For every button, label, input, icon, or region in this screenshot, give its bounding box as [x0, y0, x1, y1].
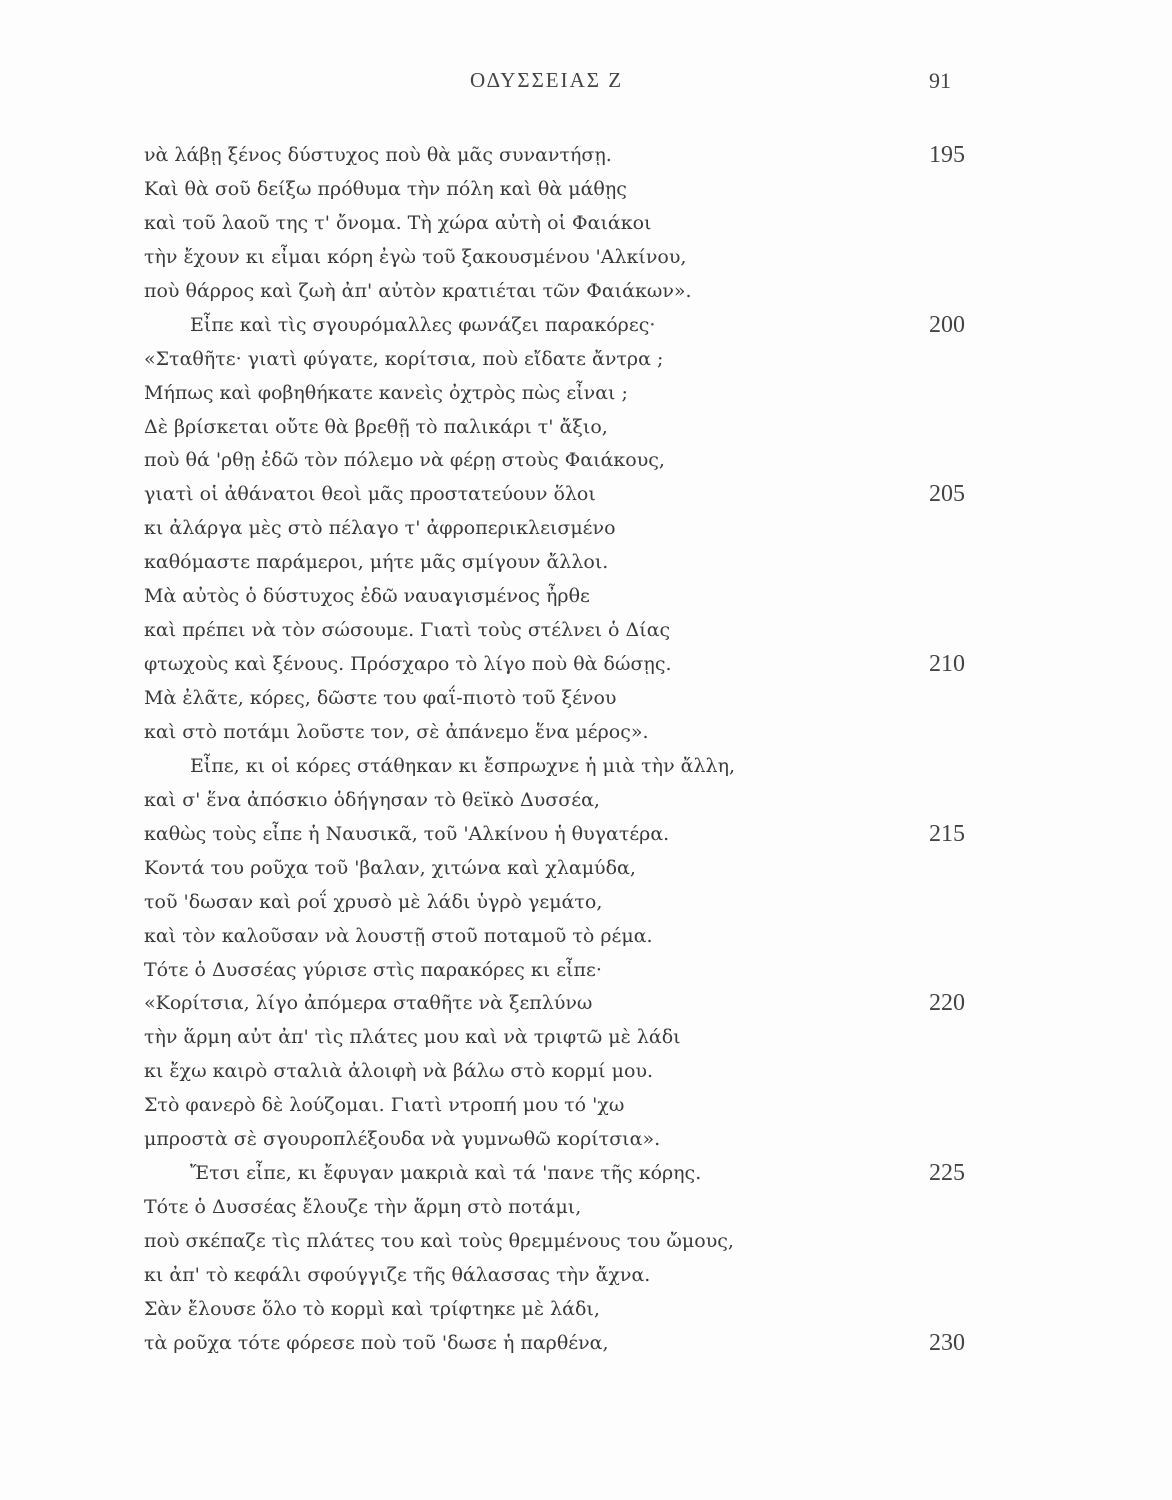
verse-line [0, 515, 1172, 549]
verse-text: Μὰ αὐτὸς ὁ δύστυχος ἐδῶ ναυαγισμένος ἦρθε [144, 585, 590, 608]
verse-text: τὴν ἔχουν κι εἶμαι κόρη ἐγὼ τοῦ ξακουσμένου 'Αλκίνου, [144, 245, 687, 268]
verse-text: Στὸ φανερὸ δὲ λούζομαι. Γιατὶ ντροπή μου τό 'χω [144, 1094, 625, 1117]
verse-text: «Σταθῆτε· γιατὶ φύγατε, κορίτσια, ποὺ εἴδατε ἄντρα ; [144, 347, 664, 370]
verse-line [0, 719, 1172, 753]
verse-line [0, 1058, 1172, 1092]
verse-text: κι ἀπ' τὸ κεφάλι σφούγγιζε τῆς θάλασσας τὴν ἄχνα. [144, 1263, 651, 1286]
verse-line [0, 990, 1172, 1024]
verse-line [0, 1126, 1172, 1160]
verse-text: Ἔτσι εἶπε, κι ἔφυγαν μακριὰ καὶ τά 'πανε τῆς κόρης. [190, 1162, 702, 1185]
verse-line [0, 1194, 1172, 1228]
line-number: 205 [929, 481, 965, 508]
line-number: 230 [929, 1329, 965, 1356]
verse-line [0, 1296, 1172, 1330]
verse-text: γιατὶ οἱ ἀθάνατοι θεοὶ μᾶς προστατεύουν ὅλοι [144, 483, 596, 506]
verse-line [0, 821, 1172, 855]
verse-line [0, 1262, 1172, 1296]
verse-text: Σὰν ἔλουσε ὅλο τὸ κορμὶ καὶ τρίφτηκε μὲ λάδι, [144, 1297, 600, 1320]
verse-line [0, 244, 1172, 278]
verse-text: «Κορίτσια, λίγο ἀπόμερα σταθῆτε νὰ ξεπλύνω [144, 992, 593, 1015]
running-title: ΟΔΥΣΣΕΙΑΣ Ζ [470, 68, 624, 92]
verse-line [0, 651, 1172, 685]
verse-text: Μὰ ἐλᾶτε, κόρες, δῶστε του φαΐ-πιοτὸ τοῦ ξένου [144, 687, 617, 709]
verse-line [0, 210, 1172, 244]
verse-text: καὶ στὸ ποτάμι λοῦστε τον, σὲ ἀπάνεμο ἕνα μέρος». [144, 720, 649, 743]
verse-text: τοῦ 'δωσαν καὶ ροΐ χρυσὸ μὲ λάδι ὑγρὸ γεμάτο, [144, 890, 603, 913]
verse-text: καθόμαστε παράμεροι, μήτε μᾶς σμίγουν ἄλλοι. [144, 551, 609, 574]
verse-text: καθὼς τοὺς εἶπε ἡ Ναυσικᾶ, τοῦ 'Αλκίνου ἡ θυγατέρα. [144, 822, 670, 845]
verse-text: Τότε ὁ Δυσσέας ἔλουζε τὴν ἅρμη στὸ ποτάμι, [144, 1196, 582, 1219]
verse-line [0, 1092, 1172, 1126]
verse-text: Μήπως καὶ φοβηθήκατε κανεὶς ὀχτρὸς πὼς εἶναι ; [144, 381, 628, 404]
running-head [0, 68, 1172, 98]
verse-text: κι ἔχω καιρὸ σταλιὰ ἀλοιφὴ νὰ βάλω στὸ κορμί μου. [144, 1060, 654, 1083]
verse-text: καὶ τοῦ λαοῦ της τ' ὄνομα. Τὴ χώρα αὐτὴ οἱ Φαιάκοι [144, 211, 652, 234]
verse-text: τὰ ροῦχα τότε φόρεσε ποὺ τοῦ 'δωσε ἡ παρθένα, [144, 1331, 609, 1354]
verse-text: φτωχοὺς καὶ ξένους. Πρόσχαρο τὸ λίγο ποὺ θὰ δώσῃς. [144, 653, 672, 676]
verse-line [0, 346, 1172, 380]
verse-line [0, 1228, 1172, 1262]
verse-line [0, 1330, 1172, 1364]
verse-line [0, 957, 1172, 991]
verse-text: Εἶπε καὶ τὶς σγουρόμαλλες φωνάζει παρακόρες· [190, 313, 656, 336]
verse-text: καὶ σ' ἕνα ἀπόσκιο ὁδήγησαν τὸ θεϊκὸ Δυσσέα, [144, 788, 600, 811]
verse-text: Καὶ θὰ σοῦ δείξω πρόθυμα τὴν πόλη καὶ θὰ μάθῃς [144, 177, 627, 200]
verse-line [0, 380, 1172, 414]
verse-line [0, 176, 1172, 210]
verse-text: ποὺ θάρρος καὶ ζωὴ ἀπ' αὐτὸν κρατιέται τῶν Φαιάκων». [144, 279, 692, 302]
verse-line [0, 312, 1172, 346]
verse-line [0, 447, 1172, 481]
line-number: 200 [929, 311, 965, 338]
verse-line [0, 855, 1172, 889]
line-number: 215 [929, 820, 965, 847]
verse-text: Δὲ βρίσκεται οὔτε θὰ βρεθῇ τὸ παλικάρι τ' ἄξιο, [144, 415, 608, 438]
page-number: 91 [929, 68, 951, 93]
verse-line [0, 414, 1172, 448]
verse-line [0, 753, 1172, 787]
verse-text: μπροστὰ σὲ σγουροπλέξουδα νὰ γυμνωθῶ κορίτσια». [144, 1128, 661, 1151]
line-number: 210 [929, 651, 965, 678]
verse-line [0, 923, 1172, 957]
line-number: 225 [929, 1160, 965, 1187]
verse-block [0, 142, 1172, 1364]
verse-text: Κοντά του ροῦχα τοῦ 'βαλαν, χιτώνα καὶ χλαμύδα, [144, 856, 636, 879]
verse-line [0, 481, 1172, 515]
verse-text: Εἶπε, κι οἱ κόρες στάθηκαν κι ἔσπρωχνε ἡ μιὰ τὴν ἄλλη, [190, 754, 735, 777]
verse-line [0, 617, 1172, 651]
verse-line [0, 583, 1172, 617]
line-number: 220 [929, 990, 965, 1017]
verse-line [0, 1160, 1172, 1194]
verse-text: τὴν ἅρμη αὐτ ἀπ' τὶς πλάτες μου καὶ νὰ τριφτῶ μὲ λάδι [144, 1026, 681, 1049]
verse-text: καὶ τὸν καλοῦσαν νὰ λουστῇ στοῦ ποταμοῦ τὸ ρέμα. [144, 924, 653, 947]
line-number: 195 [929, 142, 965, 168]
verse-line [0, 787, 1172, 821]
verse-text: ποὺ σκέπαζε τὶς πλάτες του καὶ τοὺς θρεμμένους του ὤμους, [144, 1230, 734, 1252]
verse-line [0, 142, 1172, 176]
verse-line [0, 549, 1172, 583]
verse-text: καὶ πρέπει νὰ τὸν σώσουμε. Γιατὶ τοὺς στέλνει ὁ Δίας [144, 619, 671, 642]
verse-text: νὰ λάβῃ ξένος δύστυχος ποὺ θὰ μᾶς συναντήσῃ. [144, 144, 612, 166]
verse-line [0, 278, 1172, 312]
verse-line [0, 889, 1172, 923]
verse-line [0, 1024, 1172, 1058]
verse-text: ποὺ θά 'ρθῃ ἐδῶ τὸν πόλεμο νὰ φέρῃ στοὺς Φαιάκους, [144, 449, 665, 472]
verse-text: κι ἀλάργα μὲς στὸ πέλαγο τ' ἀφροπερικλεισμένο [144, 517, 616, 540]
verse-text: Τότε ὁ Δυσσέας γύρισε στὶς παρακόρες κι εἶπε· [144, 958, 602, 981]
verse-line [0, 685, 1172, 719]
